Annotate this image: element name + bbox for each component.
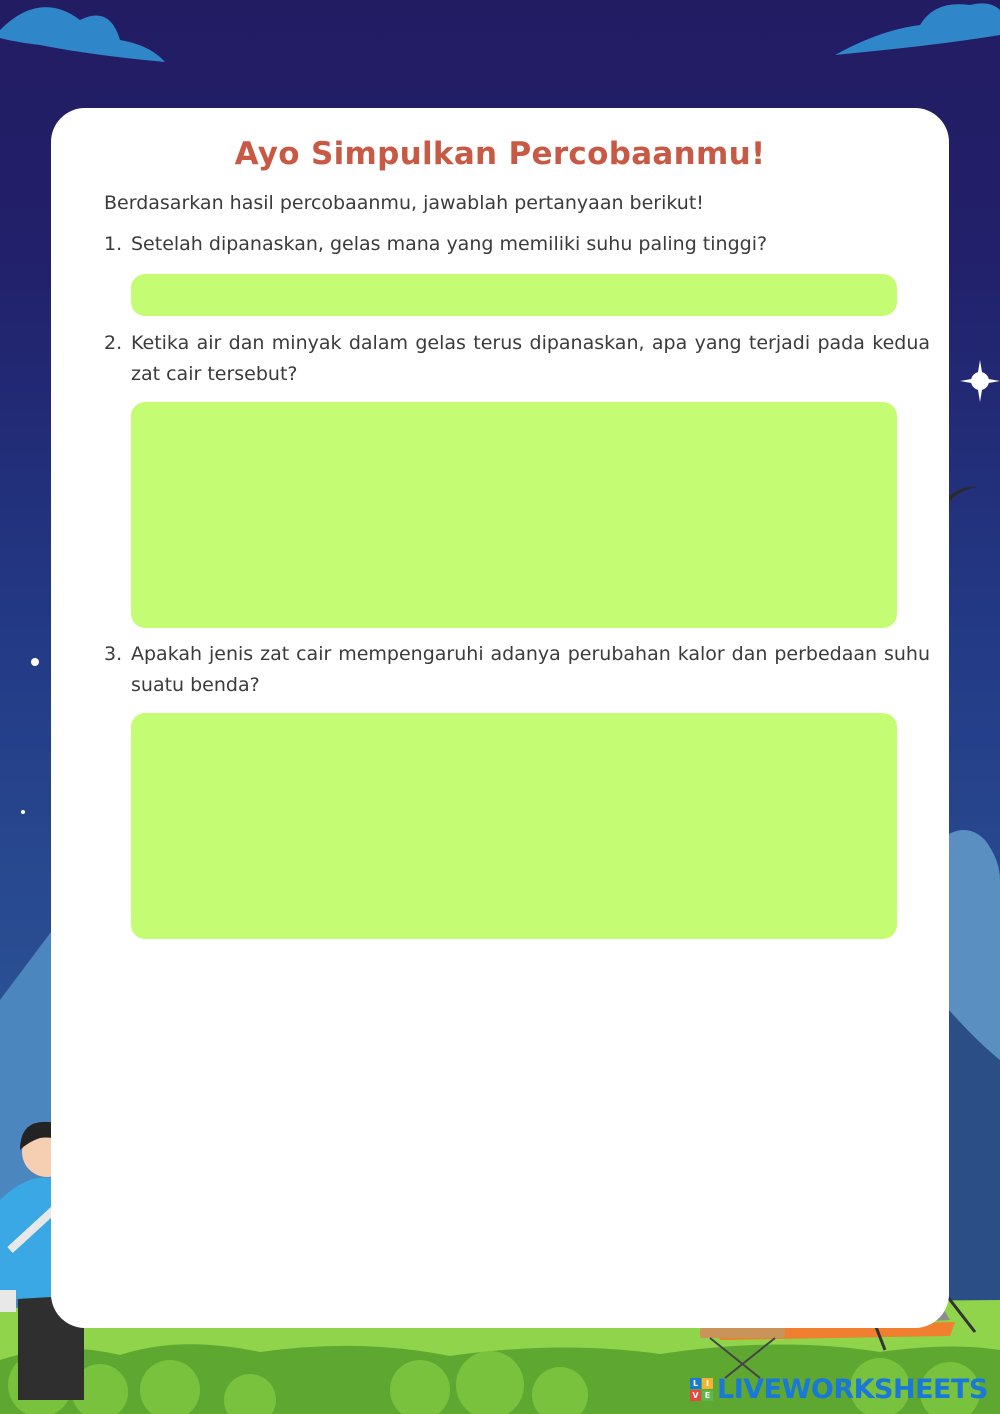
cloud-top-right bbox=[835, 3, 1000, 55]
answer-field-3[interactable] bbox=[131, 713, 897, 939]
star-small bbox=[21, 810, 25, 814]
liveworksheets-logo bbox=[690, 1372, 988, 1406]
star-left bbox=[31, 658, 39, 666]
question-text: Apakah jenis zat cair mempengaruhi adanya perubahan kalor dan perbedaan suhu suatu benda? bbox=[131, 643, 930, 696]
answer-field-1[interactable] bbox=[131, 274, 897, 316]
question-text: Ketika air dan minyak dalam gelas terus dipanaskan, apa yang terjadi pada kedua zat cair tersebut? bbox=[131, 332, 930, 385]
question-number: 3. bbox=[104, 643, 123, 665]
question-1 bbox=[104, 229, 930, 260]
logo-cube-icon: L I V E bbox=[690, 1378, 713, 1401]
cloud-top-left bbox=[0, 7, 165, 62]
logo-wordmark: LIVEWORKSHEETS bbox=[717, 1373, 988, 1405]
question-2 bbox=[104, 328, 930, 390]
intro-text: Berdasarkan hasil percobaanmu, jawablah pertanyaan berikut! bbox=[104, 192, 704, 214]
question-text: Setelah dipanaskan, gelas mana yang memiliki suhu paling tinggi? bbox=[131, 233, 768, 255]
page-title: Ayo Simpulkan Percobaanmu! bbox=[234, 136, 766, 172]
question-number: 1. bbox=[104, 233, 123, 255]
answer-field-2[interactable] bbox=[131, 402, 897, 628]
question-3 bbox=[104, 639, 930, 701]
star-right bbox=[960, 360, 1000, 402]
question-number: 2. bbox=[104, 332, 123, 354]
